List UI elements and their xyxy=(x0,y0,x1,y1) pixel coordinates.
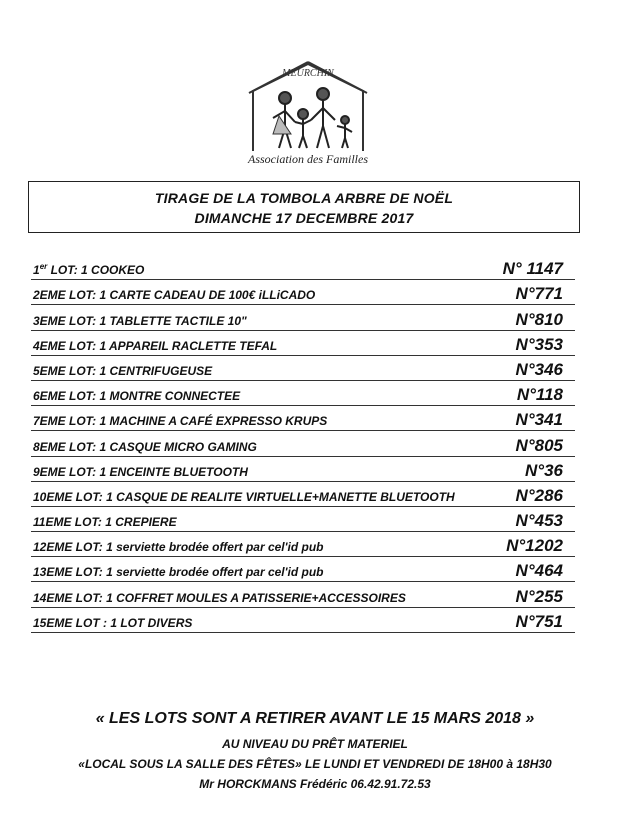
lot-number: N°453 xyxy=(515,511,563,531)
deadline-notice: « LES LOTS SONT A RETIRER AVANT LE 15 MARS 2018 » xyxy=(95,710,535,727)
lot-row-12 xyxy=(31,532,575,557)
lot-number: N°771 xyxy=(515,284,563,304)
lot-label: 5EME LOT: 1 CENTRIFUGEUSE xyxy=(33,363,213,378)
lot-label: 13EME LOT: 1 serviette brodée offert par cel'id pub xyxy=(33,565,324,580)
lot-number: N°464 xyxy=(515,561,563,581)
lot-number: N°341 xyxy=(515,410,563,430)
lot-label: 11EME LOT: 1 CREPIERE xyxy=(33,515,177,530)
lot-label: 9EME LOT: 1 ENCEINTE BLUETOOTH xyxy=(33,464,248,479)
lot-number: N°36 xyxy=(525,460,563,480)
lot-number: N°255 xyxy=(515,586,563,606)
lot-row-3 xyxy=(31,305,575,330)
lot-row-15 xyxy=(31,608,575,633)
lot-label: 6EME LOT: 1 MONTRE CONNECTEE xyxy=(33,389,241,404)
lot-number: N°751 xyxy=(515,611,563,631)
lot-label: 1er LOT: 1 COOKEO xyxy=(33,262,145,278)
lot-label: 7EME LOT: 1 MACHINE A CAFÉ EXPRESSO KRUPS xyxy=(33,414,328,429)
title-line-1: TIRAGE DE LA TOMBOLA ARBRE DE NOËL xyxy=(154,190,454,206)
lot-row-2 xyxy=(31,280,575,305)
lot-row-7 xyxy=(31,406,575,431)
logo-association-name: Association des Familles xyxy=(248,152,368,166)
lot-label: 3EME LOT: 1 TABLETTE TACTILE 10" xyxy=(33,313,247,328)
lot-label: 15EME LOT : 1 LOT DIVERS xyxy=(33,615,193,630)
lot-number: N°805 xyxy=(515,435,563,455)
lot-label: 4EME LOT: 1 APPAREIL RACLETTE TEFAL xyxy=(33,338,278,353)
association-logo xyxy=(243,56,373,172)
pickup-location: AU NIVEAU DU PRÊT MATERIEL xyxy=(222,737,408,751)
lot-row-9 xyxy=(31,457,575,482)
pickup-hours: «LOCAL SOUS LA SALLE DES FÊTES» LE LUNDI ET VENDREDI DE 18H00 à 18H30 xyxy=(78,757,552,771)
title-box xyxy=(28,181,580,233)
lot-label: 12EME LOT: 1 serviette brodée offert par cel'id pub xyxy=(33,540,324,555)
logo-town-name: MEURCHIN xyxy=(282,68,334,79)
lot-number: N°1202 xyxy=(506,536,563,556)
contact-info: Mr HORCKMANS Frédéric 06.42.91.72.53 xyxy=(199,777,431,791)
lot-label: 2EME LOT: 1 CARTE CADEAU DE 100€ iLLiCADO xyxy=(33,288,316,303)
lot-row-6 xyxy=(31,381,575,406)
lots-list xyxy=(31,255,575,633)
title-line-2: DIMANCHE 17 DECEMBRE 2017 xyxy=(194,210,414,226)
lot-number: N°810 xyxy=(515,309,563,329)
lot-number: N°286 xyxy=(515,485,563,505)
lot-number: N° 1147 xyxy=(502,259,563,279)
lot-row-11 xyxy=(31,507,575,532)
lot-number: N°118 xyxy=(516,385,563,405)
lot-row-14 xyxy=(31,582,575,607)
lot-label: 8EME LOT: 1 CASQUE MICRO GAMING xyxy=(33,439,257,454)
lot-row-5 xyxy=(31,356,575,381)
lot-label: 14EME LOT: 1 COFFRET MOULES A PATISSERIE+ACCESSOIRES xyxy=(33,590,406,605)
lot-row-13 xyxy=(31,557,575,582)
lot-row-8 xyxy=(31,431,575,456)
lot-number: N°346 xyxy=(515,359,563,379)
lot-row-10 xyxy=(31,482,575,507)
lot-row-4 xyxy=(31,331,575,356)
lot-row-1 xyxy=(31,255,575,280)
lot-label: 10EME LOT: 1 CASQUE DE REALITE VIRTUELLE+MANETTE BLUETOOTH xyxy=(33,489,455,504)
lot-number: N°353 xyxy=(515,334,563,354)
